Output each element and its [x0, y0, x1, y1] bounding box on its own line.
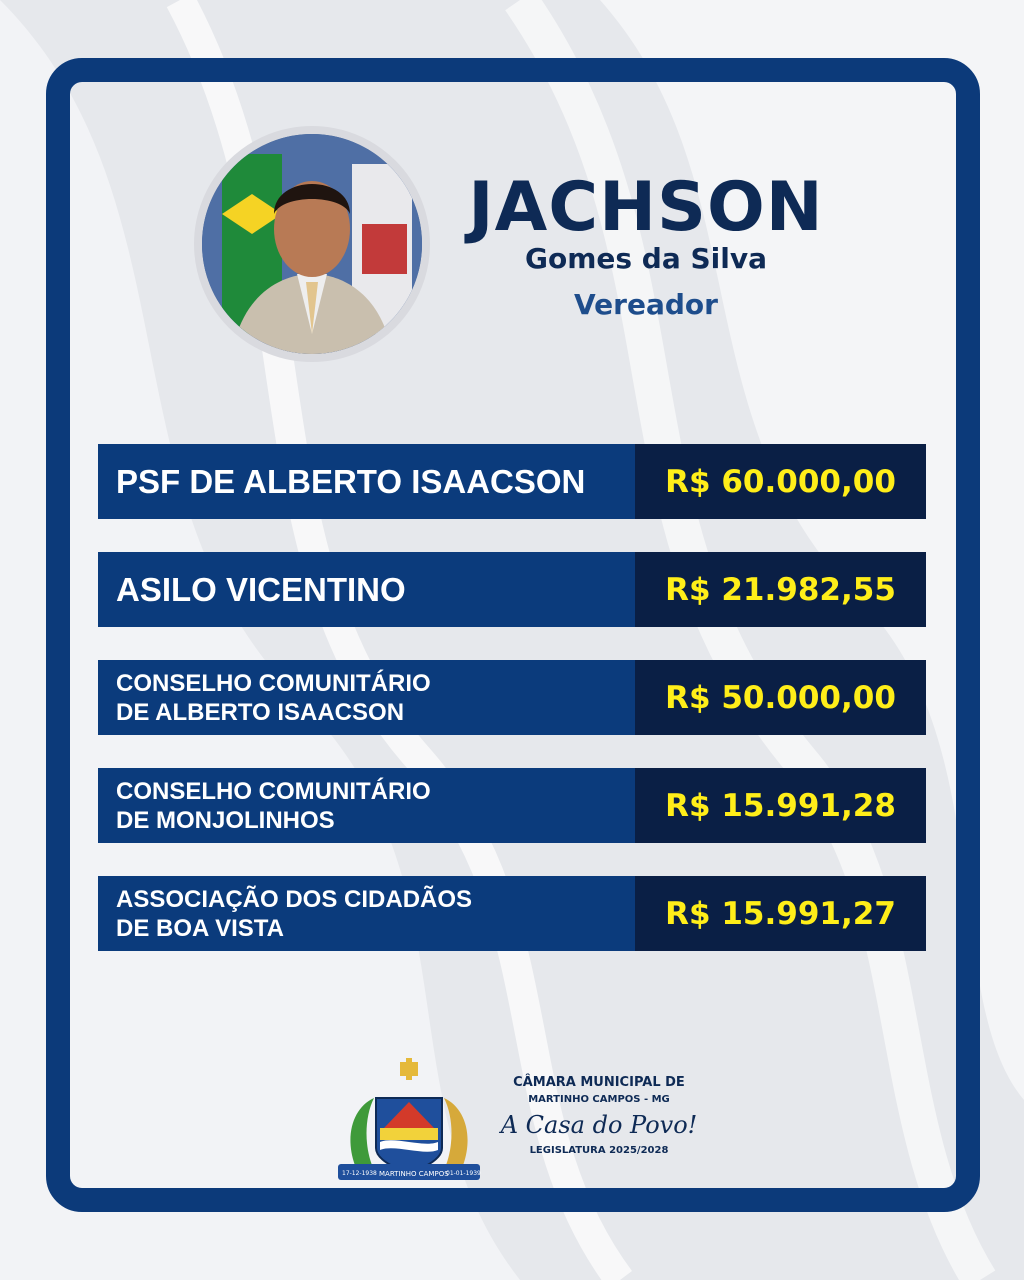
- amendment-label: [98, 444, 635, 519]
- amendment-label-line: PSF DE ALBERTO ISAACSON: [116, 462, 586, 500]
- amendment-value: R$ 60.000,00: [635, 444, 926, 519]
- institution-city: MARTINHO CAMPOS - MG: [528, 1094, 670, 1105]
- legislature-period: LEGISLATURA 2025/2028: [529, 1145, 669, 1156]
- amendment-value: R$ 15.991,27: [635, 876, 926, 951]
- institution-slogan: A Casa do Povo!: [500, 1111, 698, 1139]
- institution-name: CÂMARA MUNICIPAL DE: [513, 1075, 685, 1090]
- councilor-first-name: JACHSON: [468, 168, 824, 247]
- institution-block: [494, 1074, 704, 1160]
- amendment-label-line: DE MONJOLINHOS: [116, 806, 335, 834]
- portrait-photo: [194, 126, 430, 362]
- amendment-label: [98, 552, 635, 627]
- amendment-value: R$ 50.000,00: [635, 660, 926, 735]
- amendment-row: [98, 552, 926, 627]
- amendment-label-line: ASILO VICENTINO: [116, 570, 406, 608]
- amendment-label-line: DE BOA VISTA: [116, 914, 285, 942]
- amendment-row: [98, 876, 926, 951]
- amendment-row: [98, 660, 926, 735]
- amendments-list: [98, 444, 926, 984]
- amendment-row: [98, 444, 926, 519]
- amendment-label: [98, 768, 635, 843]
- amendment-value: R$ 15.991,28: [635, 768, 926, 843]
- amendment-row: [98, 768, 926, 843]
- crest-city: MARTINHO CAMPOS: [379, 1170, 449, 1178]
- crest-date-right: 01-01-1939: [446, 1170, 481, 1177]
- amendment-label-line: DE ALBERTO ISAACSON: [116, 698, 405, 726]
- crest-date-left: 17-12-1938: [342, 1170, 377, 1177]
- amendment-label-line: CONSELHO COMUNITÁRIO: [116, 777, 431, 805]
- amendment-value: R$ 21.982,55: [635, 552, 926, 627]
- municipal-crest-icon: [334, 1058, 484, 1188]
- amendment-label-line: ASSOCIAÇÃO DOS CIDADÃOS: [116, 885, 473, 913]
- amendment-label-line: CONSELHO COMUNITÁRIO: [116, 669, 431, 697]
- councilor-role: Vereador: [574, 288, 718, 321]
- amendment-label: [98, 660, 635, 735]
- councilor-last-name: Gomes da Silva: [525, 242, 767, 275]
- amendment-label: [98, 876, 635, 951]
